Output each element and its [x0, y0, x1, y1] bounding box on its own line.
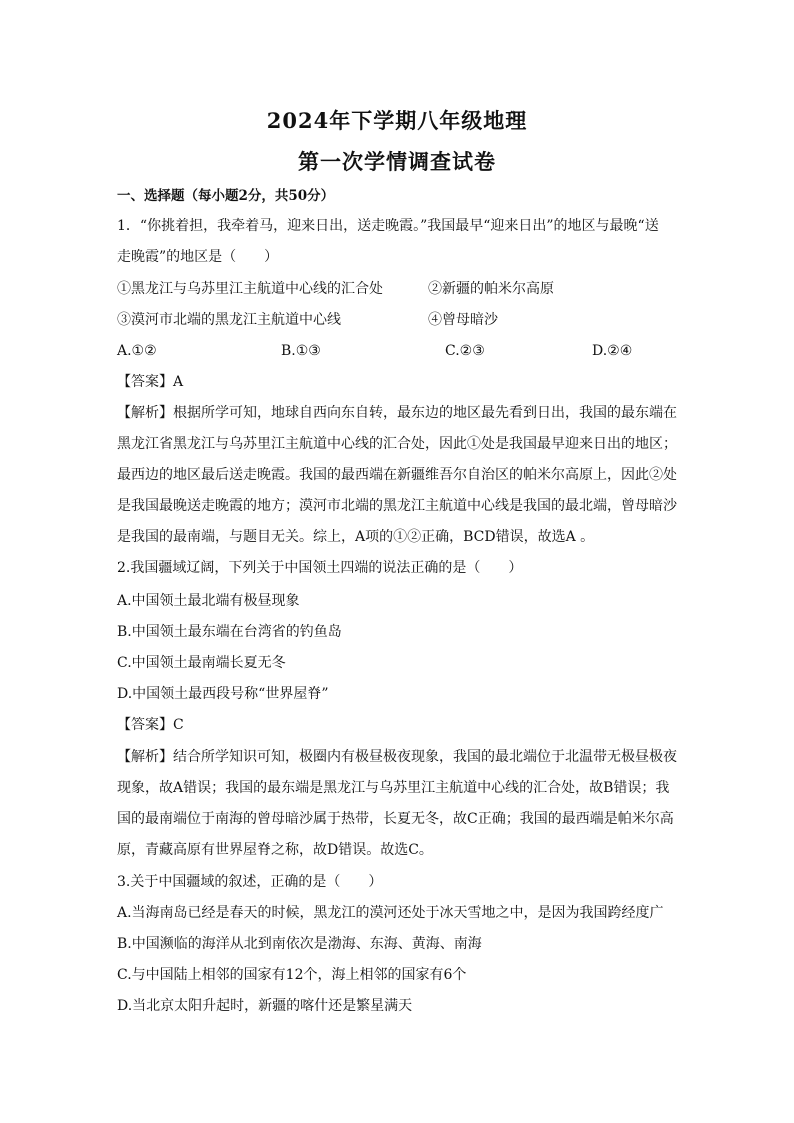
q2-answer: 【答案】C: [117, 717, 184, 733]
q1-analysis-line2: 黑龙江省黑龙江与乌苏里江主航道中心线的汇合处，因此①处是我国最早迎来日出的地区；: [117, 436, 677, 452]
q3-option-a: A.当海南岛已经是春天的时候，黑龙江的漠河还处于冰天雪地之中，是因为我国跨经度广: [117, 905, 664, 921]
q3-option-c: C.与中国陆上相邻的国家有12个，海上相邻的国家有6个: [117, 967, 467, 983]
page-title: 2024年下学期八年级地理: [266, 108, 528, 133]
q2-option-b: B.中国领土最东端在台湾省的钓鱼岛: [117, 624, 342, 640]
q1-item-2: ②新疆的帕米尔高原: [428, 281, 554, 297]
q2-option-c: C.中国领土最南端长夏无冬: [117, 655, 286, 671]
q3-option-b: B.中国濒临的海洋从北到南依次是渤海、东海、黄海、南海: [117, 936, 482, 952]
q1-option-d: D.②④: [592, 343, 633, 359]
q1-option-b: B.①③: [281, 343, 321, 359]
q1-stem-line1: 1．“你挑着担，我牵着马，迎来日出，送走晚霞。”我国最早“迎来日出”的地区与最晚“送: [117, 218, 659, 234]
q1-answer: 【答案】A: [117, 374, 184, 390]
q1-stem-line2: 走晚霞”的地区是（ ）: [117, 249, 279, 265]
q3-option-d: D.当北京太阳升起时，新疆的喀什还是繁星满天: [117, 998, 413, 1014]
q1-analysis-line1: 【解析】根据所学可知，地球自西向东自转，最东边的地区最先看到日出，我国的最东端在: [117, 405, 677, 421]
q1-analysis-line4: 是我国最晚送走晚霞的地方；漠河市北端的黑龙江主航道中心线是我国的最北端，曾母暗沙: [117, 498, 677, 514]
q2-analysis-line1: 【解析】结合所学知识可知，极圈内有极昼极夜现象，我国的最北端位于北温带无极昼极夜: [117, 749, 677, 765]
q1-analysis-line3: 最西边的地区最后送走晚霞。我国的最西端在新疆维吾尔自治区的帕米尔高原上，因此②处: [117, 467, 677, 483]
section-heading: 一、选择题（每小题2分，共50分）: [117, 188, 335, 204]
q1-option-a: A.①②: [117, 343, 157, 359]
q1-item-1: ①黑龙江与乌苏里江主航道中心线的汇合处: [117, 281, 383, 297]
q2-stem: 2.我国疆域辽阔，下列关于中国领土四端的说法正确的是（ ）: [117, 560, 523, 576]
q2-analysis-line3: 国的最南端位于南海的曾母暗沙属于热带，长夏无冬，故C正确；我国的最西端是帕米尔高: [117, 811, 674, 827]
q1-analysis-line5: 是我国的最南端，与题目无关。综上，A项的①②正确，BCD错误，故选A 。: [117, 529, 595, 545]
q1-item-3: ③漠河市北端的黑龙江主航道中心线: [117, 312, 341, 328]
q2-option-a: A.中国领土最北端有极昼现象: [117, 593, 300, 609]
q1-option-c: C.②③: [445, 343, 485, 359]
q1-item-4: ④曾母暗沙: [428, 312, 498, 328]
page-subtitle: 第一次学情调查试卷: [298, 149, 496, 174]
q2-analysis-line4: 原，青藏高原有世界屋脊之称，故D错误。故选C。: [117, 842, 433, 858]
q2-analysis-line2: 现象，故A错误；我国的最东端是黑龙江与乌苏里江主航道中心线的汇合处，故B错误；我: [117, 780, 670, 796]
q2-option-d: D.中国领土最西段号称“世界屋脊”: [117, 686, 329, 702]
q3-stem: 3.关于中国疆域的叙述，正确的是（ ）: [117, 874, 383, 890]
